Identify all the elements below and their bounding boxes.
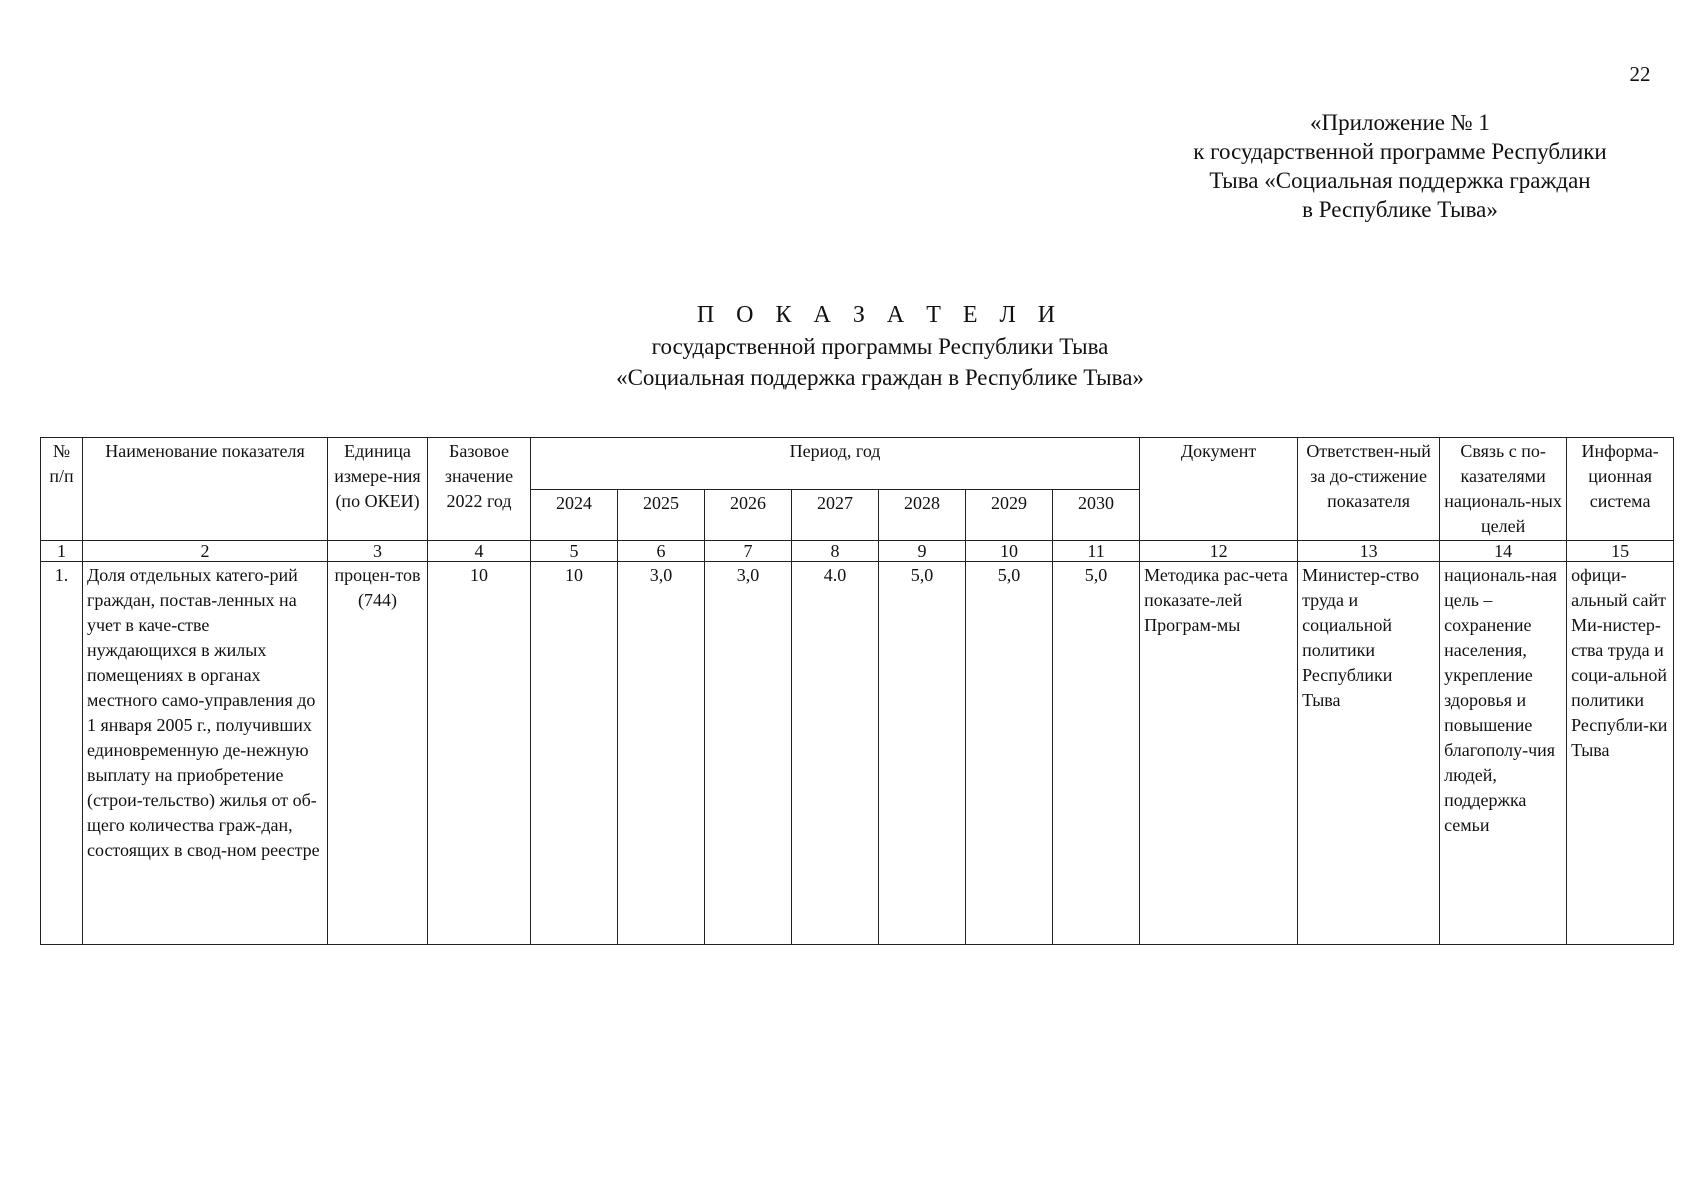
column-number: 7 [705, 541, 792, 562]
header-responsible: Ответствен-ный за до-стижение показателя [1298, 438, 1440, 541]
column-number: 1 [41, 541, 83, 562]
column-number: 15 [1567, 541, 1674, 562]
header-info-system: Информа-ционная система [1567, 438, 1674, 541]
year-value-cell: 4.0 [792, 562, 879, 945]
column-numbers-row [41, 541, 1674, 562]
column-number: 3 [328, 541, 428, 562]
year-value-cell: 3,0 [705, 562, 792, 945]
year-value-cell: 5,0 [966, 562, 1053, 945]
header-year: 2024 [531, 489, 618, 541]
column-number: 13 [1298, 541, 1440, 562]
appendix-line: в Республике Тыва» [1302, 197, 1498, 222]
column-number: 9 [879, 541, 966, 562]
column-number: 14 [1440, 541, 1567, 562]
appendix-line: Тыва «Социальная поддержка граждан [1209, 168, 1591, 193]
header-year: 2030 [1053, 489, 1140, 541]
year-value-cell: 3,0 [618, 562, 705, 945]
header-year: 2026 [705, 489, 792, 541]
page-number: 22 [1629, 62, 1651, 86]
header-period: Период, год [531, 438, 1140, 490]
column-number: 10 [966, 541, 1053, 562]
national-goals-link-cell: националь-ная цель – сохранение населения, укрепление здоровья и повышение благополу-чия людей, поддержка семьи [1440, 562, 1567, 945]
header-year: 2028 [879, 489, 966, 541]
indicators-table [40, 437, 1674, 945]
appendix-line: к государственной программе Республики [1193, 139, 1607, 164]
header-year: 2029 [966, 489, 1053, 541]
header-num: № п/п [41, 438, 83, 541]
header-year: 2025 [618, 489, 705, 541]
base-value-cell: 10 [428, 562, 531, 945]
document-heading [330, 300, 1430, 393]
document-subtitle-program: «Социальная поддержка граждан в Республике Тыва» [616, 365, 1144, 390]
header-base-value: Базовое значение 2022 год [428, 438, 531, 541]
header-year: 2027 [792, 489, 879, 541]
document-title: П О К А З А Т Е Л И [696, 302, 1064, 328]
header-name: Наименование показателя [83, 438, 328, 541]
header-unit: Единица измере-ния (по ОКЕИ) [328, 438, 428, 541]
column-number: 8 [792, 541, 879, 562]
unit-cell: процен-тов (744) [328, 562, 428, 945]
table-row [41, 562, 1674, 945]
header-row [41, 438, 1674, 490]
column-number: 6 [618, 541, 705, 562]
info-system-cell: офици-альный сайт Ми-нистер-ства труда и соци-альной политики Республи-ки Тыва [1567, 562, 1674, 945]
document-cell: Методика рас-чета показате-лей Програм-мы [1140, 562, 1298, 945]
column-number: 12 [1140, 541, 1298, 562]
header-document: Документ [1140, 438, 1298, 541]
column-number: 2 [83, 541, 328, 562]
column-number: 11 [1053, 541, 1140, 562]
column-number: 5 [531, 541, 618, 562]
row-num: 1. [41, 562, 83, 945]
year-value-cell: 5,0 [1053, 562, 1140, 945]
appendix-line: «Приложение № 1 [1310, 110, 1490, 135]
responsible-cell: Министер-ство труда и социальной политики Республики Тыва [1298, 562, 1440, 945]
column-number: 4 [428, 541, 531, 562]
appendix-note [1120, 108, 1680, 224]
header-national-goals-link: Связь с по-казателями националь-ных целей [1440, 438, 1567, 541]
year-value-cell: 5,0 [879, 562, 966, 945]
year-value-cell: 10 [531, 562, 618, 945]
indicator-name: Доля отдельных катего-рий граждан, постав-ленных на учет в каче-стве нуждающихся в жилых помещениях в органах местного само-управления до 1 января 2005 г., получивших единовременную де-нежную выплату на приобретение (строи-тельство) жилья от об-щего количества граж-дан, состоящих в свод-ном реестре [83, 562, 328, 945]
document-subtitle: государственной программы Республики Тыва [651, 334, 1109, 359]
